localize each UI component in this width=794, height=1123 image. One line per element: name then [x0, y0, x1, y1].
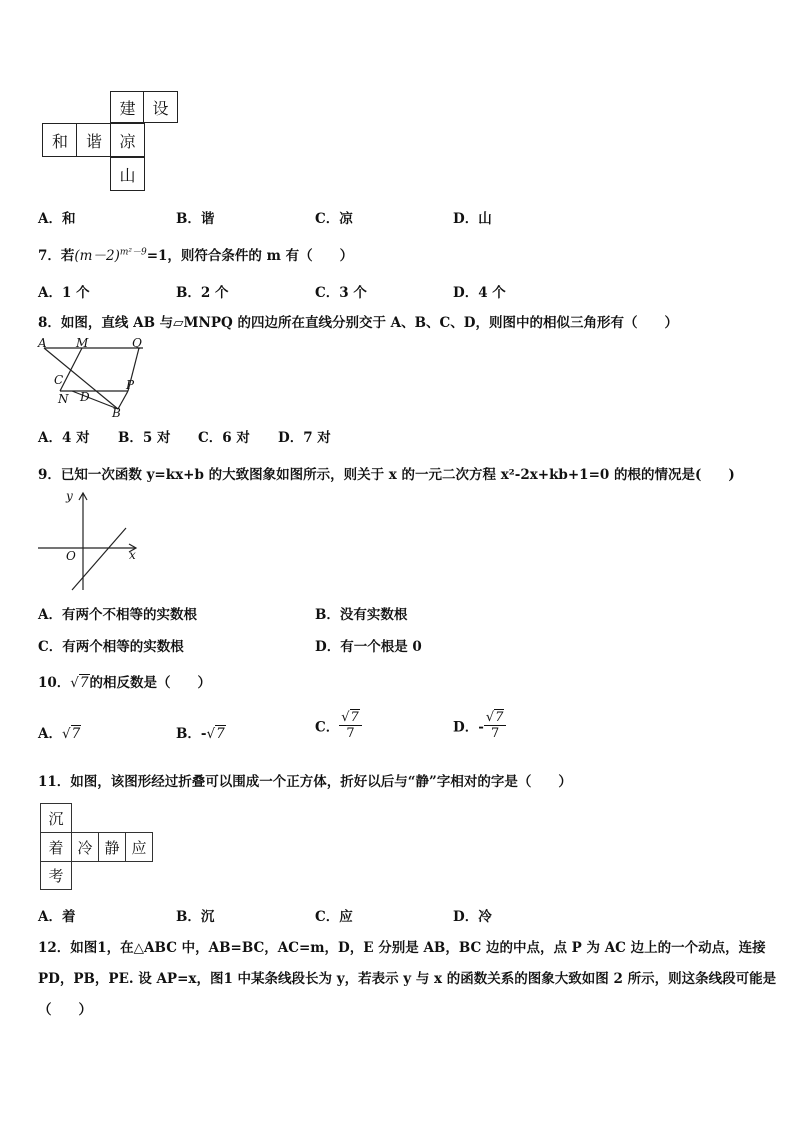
net-cell: 沉 [40, 803, 72, 833]
radicand: 7 [79, 675, 89, 691]
option-a[interactable]: A．√7 [38, 726, 81, 742]
q7-suffix: =1，则符合条件的 m 有（ ） [146, 248, 354, 264]
option-b[interactable]: B．-√7 [176, 726, 225, 742]
q7-exponent: m²－9 [119, 247, 147, 258]
q10-suffix: 的相反数是（ ） [89, 675, 211, 691]
net-cell: 凉 [110, 123, 145, 157]
option-b[interactable]: B．2 个 [176, 285, 229, 301]
q11-stem: 11．如图，该图形经过折叠可以围成一个正方体，折好以后与“静”字相对的字是（ ） [38, 774, 572, 790]
label-c: C [54, 373, 64, 387]
q9-figure [36, 488, 146, 593]
option-b[interactable]: B．沉 [176, 909, 215, 925]
denominator: 7 [490, 726, 500, 741]
net-cell: 考 [40, 861, 72, 890]
option-c[interactable]: C．应 [315, 909, 353, 925]
option-d[interactable]: D．4 个 [453, 285, 506, 301]
denominator: 7 [346, 726, 355, 741]
net-cell: 建 [110, 91, 145, 123]
net-cell: 着 [40, 832, 72, 862]
radicand: 7 [71, 726, 81, 742]
label-n: N [58, 392, 69, 406]
label-b: B [112, 406, 121, 420]
q10-prefix: 10． [38, 675, 71, 691]
q7-prefix: 7．若 [38, 248, 75, 264]
q10-stem [38, 671, 211, 691]
option-d[interactable] [453, 710, 506, 741]
option-a[interactable]: A．4 对 [38, 430, 90, 446]
option-letter: C． [315, 719, 340, 736]
net-cell: 冷 [71, 832, 99, 862]
sqrt-expression: √7 [70, 675, 89, 691]
label-p: P [126, 378, 135, 392]
option-a[interactable]: A．和 [38, 211, 76, 227]
q7-base: (m－2) [74, 248, 120, 264]
net-cell: 山 [110, 157, 145, 191]
option-d[interactable]: D．冷 [453, 909, 492, 925]
option-c[interactable] [315, 710, 362, 741]
label-m: M [76, 336, 89, 350]
fraction: $\frac{√7}{7}$ [484, 710, 507, 741]
option-c[interactable]: C．有两个相等的实数根 [38, 639, 184, 655]
net-cell: 谐 [76, 123, 112, 157]
q12-line-2: PD，PB，PE. 设 AP=x，图1 中某条线段长为 y，若表示 y 与 x 的函数关系的图象大致如图 2 所示，则这条线段可能是 [38, 971, 777, 987]
option-a[interactable]: A．着 [38, 909, 76, 925]
q8-figure [36, 336, 156, 420]
net-cell: 和 [42, 123, 78, 157]
option-a[interactable]: A．1 个 [38, 285, 90, 301]
label-y: y [66, 489, 73, 503]
option-c[interactable]: C．6 对 [198, 430, 250, 446]
label-o: O [66, 549, 76, 563]
option-a[interactable]: A．有两个不相等的实数根 [38, 607, 197, 623]
option-d[interactable]: D．7 对 [278, 430, 331, 446]
option-letter: B．- [176, 726, 207, 742]
label-x: x [129, 548, 136, 562]
label-d: D [80, 390, 90, 404]
option-d[interactable]: D．山 [453, 211, 492, 227]
radicand: 7 [350, 710, 359, 725]
option-letter: D．- [453, 719, 484, 736]
net-cell: 静 [98, 832, 126, 862]
radicand: 7 [495, 710, 504, 725]
q7-stem [38, 244, 353, 264]
option-c[interactable]: C．凉 [315, 211, 353, 227]
q9-stem: 9．已知一次函数 y=kx+b 的大致图象如图所示，则关于 x 的一元二次方程 x²-2x+kb+1=0 的根的情况是( ) [38, 467, 735, 483]
function-line [72, 528, 126, 590]
option-c[interactable]: C．3 个 [315, 285, 367, 301]
option-b[interactable]: B．5 对 [118, 430, 171, 446]
option-letter: A． [38, 726, 62, 742]
label-q: Q [132, 336, 142, 350]
net-cell: 设 [143, 91, 178, 123]
option-d[interactable]: D．有一个根是 0 [315, 639, 422, 655]
q8-stem: 8．如图，直线 AB 与▱MNPQ 的四边所在直线分别交于 A、B、C、D，则图中的相似三角形有（ ） [38, 315, 678, 331]
option-b[interactable]: B．没有实数根 [315, 607, 408, 623]
q12-line-3: （ ） [38, 1002, 92, 1018]
q12-line-1: 12．如图1，在△ABC 中，AB=BC，AC=m，D，E 分别是 AB，BC 边的中点，点 P 为 AC 边上的一个动点，连接 [38, 940, 766, 956]
label-a: A [38, 336, 47, 350]
net-cell: 应 [125, 832, 153, 862]
radicand: 7 [216, 726, 225, 742]
fraction: $\frac{√7}{7}$ [339, 710, 362, 741]
option-b[interactable]: B．谐 [176, 211, 215, 227]
